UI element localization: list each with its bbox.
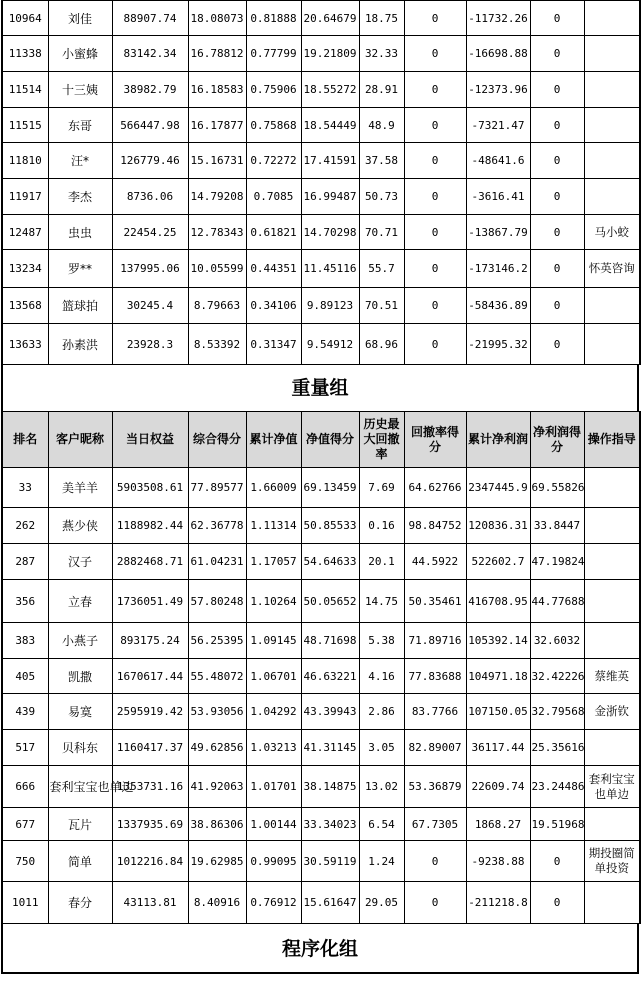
cell-nav-score: 33.34023 <box>301 808 359 841</box>
cell-rank: 33 <box>2 468 48 508</box>
cell-guidance <box>584 108 640 143</box>
cell-equity: 1188982.44 <box>112 508 188 544</box>
cell-max-drawdown: 28.91 <box>359 72 404 108</box>
cell-cum-nav: 0.76912 <box>246 882 301 924</box>
cell-cum-nav: 1.06701 <box>246 659 301 694</box>
cell-cum-nav: 0.34106 <box>246 288 301 324</box>
cell-nav-score: 69.13459 <box>301 468 359 508</box>
cell-nickname: 小蜜蜂 <box>48 36 112 72</box>
table-row <box>2 544 640 580</box>
cell-score: 10.05599 <box>188 250 246 288</box>
table-row <box>2 580 640 623</box>
cell-cum-nav: 1.17057 <box>246 544 301 580</box>
heavy-group-header-row <box>2 412 640 468</box>
cell-rank: 383 <box>2 623 48 659</box>
cell-score: 55.48072 <box>188 659 246 694</box>
cell-equity: 893175.24 <box>112 623 188 659</box>
cell-drawdown-score: 0 <box>404 215 466 250</box>
cell-profit-score: 0 <box>530 215 584 250</box>
cell-profit-score: 69.55826 <box>530 468 584 508</box>
cell-drawdown-score: 0 <box>404 250 466 288</box>
cell-nav-score: 48.71698 <box>301 623 359 659</box>
cell-equity: 1353731.16 <box>112 766 188 808</box>
cell-guidance: 期投圈简单投资 <box>584 841 640 882</box>
cell-rank: 517 <box>2 730 48 766</box>
cell-score: 16.78812 <box>188 36 246 72</box>
cell-cum-profit: -211218.8 <box>466 882 530 924</box>
cell-rank: 12487 <box>2 215 48 250</box>
cell-drawdown-score: 0 <box>404 179 466 215</box>
cell-drawdown-score: 71.89716 <box>404 623 466 659</box>
cell-max-drawdown: 18.75 <box>359 1 404 36</box>
cell-profit-score: 25.35616 <box>530 730 584 766</box>
cell-nickname: 篮球拍 <box>48 288 112 324</box>
cell-equity: 566447.98 <box>112 108 188 143</box>
header-guidance: 操作指导 <box>584 412 640 468</box>
cell-max-drawdown: 5.38 <box>359 623 404 659</box>
cell-equity: 22454.25 <box>112 215 188 250</box>
cell-cum-nav: 1.03213 <box>246 730 301 766</box>
cell-max-drawdown: 14.75 <box>359 580 404 623</box>
cell-nickname: 贝科东 <box>48 730 112 766</box>
cell-cum-nav: 0.7085 <box>246 179 301 215</box>
cell-cum-nav: 0.75906 <box>246 72 301 108</box>
cell-drawdown-score: 0 <box>404 324 466 365</box>
cell-cum-profit: -21995.32 <box>466 324 530 365</box>
cell-nickname: 瓦片 <box>48 808 112 841</box>
cell-rank: 356 <box>2 580 48 623</box>
header-drawdown-score: 回撤率得分 <box>404 412 466 468</box>
cell-guidance <box>584 288 640 324</box>
cell-drawdown-score: 98.84752 <box>404 508 466 544</box>
cell-nickname: 小燕子 <box>48 623 112 659</box>
cell-cum-profit: 120836.31 <box>466 508 530 544</box>
cell-cum-profit: -7321.47 <box>466 108 530 143</box>
cell-rank: 11917 <box>2 179 48 215</box>
cell-equity: 2882468.71 <box>112 544 188 580</box>
cell-max-drawdown: 13.02 <box>359 766 404 808</box>
cell-nickname: 刘佳 <box>48 1 112 36</box>
header-equity: 当日权益 <box>112 412 188 468</box>
cell-profit-score: 0 <box>530 882 584 924</box>
cell-cum-profit: -9238.88 <box>466 841 530 882</box>
cell-cum-profit: 105392.14 <box>466 623 530 659</box>
cell-cum-nav: 1.01701 <box>246 766 301 808</box>
cell-nav-score: 17.41591 <box>301 143 359 179</box>
cell-guidance <box>584 623 640 659</box>
cell-nickname: 美羊羊 <box>48 468 112 508</box>
cell-guidance <box>584 1 640 36</box>
heavy-group-rows <box>2 468 640 924</box>
cell-cum-profit: -48641.6 <box>466 143 530 179</box>
table-row <box>2 1 640 36</box>
cell-rank: 750 <box>2 841 48 882</box>
cell-nickname: 孙素洪 <box>48 324 112 365</box>
cell-drawdown-score: 0 <box>404 72 466 108</box>
cell-max-drawdown: 32.33 <box>359 36 404 72</box>
cell-nickname: 汪* <box>48 143 112 179</box>
cell-drawdown-score: 82.89007 <box>404 730 466 766</box>
cell-cum-profit: -58436.89 <box>466 288 530 324</box>
cell-drawdown-score: 67.7305 <box>404 808 466 841</box>
table-row <box>2 179 640 215</box>
cell-score: 19.62985 <box>188 841 246 882</box>
cell-drawdown-score: 53.36879 <box>404 766 466 808</box>
cell-score: 61.04231 <box>188 544 246 580</box>
cell-nav-score: 14.70298 <box>301 215 359 250</box>
cell-max-drawdown: 3.05 <box>359 730 404 766</box>
cell-nickname: 燕少侠 <box>48 508 112 544</box>
cell-score: 53.93056 <box>188 694 246 730</box>
table-row <box>2 882 640 924</box>
cell-drawdown-score: 0 <box>404 882 466 924</box>
cell-profit-score: 32.79568 <box>530 694 584 730</box>
cell-nickname: 十三姨 <box>48 72 112 108</box>
cell-score: 8.79663 <box>188 288 246 324</box>
cell-nickname: 春分 <box>48 882 112 924</box>
cell-drawdown-score: 0 <box>404 288 466 324</box>
cell-nav-score: 30.59119 <box>301 841 359 882</box>
cell-drawdown-score: 0 <box>404 1 466 36</box>
cell-nickname: 虫虫 <box>48 215 112 250</box>
table-row <box>2 508 640 544</box>
cell-rank: 11810 <box>2 143 48 179</box>
cell-nickname: 李杰 <box>48 179 112 215</box>
cell-nickname: 汉子 <box>48 544 112 580</box>
cell-max-drawdown: 55.7 <box>359 250 404 288</box>
heavy-group-table <box>1 411 641 924</box>
cell-guidance: 金浙钦 <box>584 694 640 730</box>
cell-nickname: 东哥 <box>48 108 112 143</box>
cell-guidance <box>584 580 640 623</box>
table-row <box>2 730 640 766</box>
header-cum-nav: 累计净值 <box>246 412 301 468</box>
cell-guidance <box>584 143 640 179</box>
cell-equity: 43113.81 <box>112 882 188 924</box>
header-cum-profit: 累计净利润 <box>466 412 530 468</box>
previous-group-rows <box>2 1 640 365</box>
cell-guidance: 怀英咨询 <box>584 250 640 288</box>
cell-rank: 439 <box>2 694 48 730</box>
cell-nav-score: 43.39943 <box>301 694 359 730</box>
cell-max-drawdown: 2.86 <box>359 694 404 730</box>
program-group-title: 程序化组 <box>1 924 639 974</box>
cell-profit-score: 23.24486 <box>530 766 584 808</box>
cell-score: 15.16731 <box>188 143 246 179</box>
cell-nav-score: 50.85533 <box>301 508 359 544</box>
cell-cum-profit: -16698.88 <box>466 36 530 72</box>
table-row <box>2 36 640 72</box>
cell-profit-score: 0 <box>530 841 584 882</box>
cell-guidance <box>584 508 640 544</box>
cell-nav-score: 18.55272 <box>301 72 359 108</box>
cell-profit-score: 32.42226 <box>530 659 584 694</box>
cell-guidance <box>584 468 640 508</box>
cell-equity: 1736051.49 <box>112 580 188 623</box>
cell-guidance: 蔡维英 <box>584 659 640 694</box>
cell-nav-score: 38.14875 <box>301 766 359 808</box>
cell-cum-profit: 107150.05 <box>466 694 530 730</box>
table-row <box>2 250 640 288</box>
table-row <box>2 841 640 882</box>
cell-max-drawdown: 50.73 <box>359 179 404 215</box>
cell-rank: 10964 <box>2 1 48 36</box>
table-row <box>2 143 640 179</box>
cell-nickname: 罗** <box>48 250 112 288</box>
cell-max-drawdown: 48.9 <box>359 108 404 143</box>
table-row <box>2 324 640 365</box>
cell-nav-score: 11.45116 <box>301 250 359 288</box>
cell-nav-score: 54.64633 <box>301 544 359 580</box>
cell-rank: 13568 <box>2 288 48 324</box>
cell-guidance <box>584 882 640 924</box>
cell-guidance <box>584 179 640 215</box>
cell-cum-nav: 1.10264 <box>246 580 301 623</box>
cell-guidance <box>584 72 640 108</box>
cell-guidance: 套利宝宝也单边 <box>584 766 640 808</box>
cell-equity: 30245.4 <box>112 288 188 324</box>
cell-rank: 13633 <box>2 324 48 365</box>
cell-profit-score: 0 <box>530 143 584 179</box>
cell-score: 8.53392 <box>188 324 246 365</box>
table-row <box>2 108 640 143</box>
cell-drawdown-score: 64.62766 <box>404 468 466 508</box>
cell-cum-nav: 0.99095 <box>246 841 301 882</box>
cell-score: 16.18583 <box>188 72 246 108</box>
cell-max-drawdown: 70.71 <box>359 215 404 250</box>
cell-drawdown-score: 0 <box>404 143 466 179</box>
cell-cum-profit: 522602.7 <box>466 544 530 580</box>
cell-guidance <box>584 808 640 841</box>
cell-profit-score: 33.8447 <box>530 508 584 544</box>
cell-equity: 1670617.44 <box>112 659 188 694</box>
cell-drawdown-score: 44.5922 <box>404 544 466 580</box>
cell-score: 8.40916 <box>188 882 246 924</box>
cell-score: 62.36778 <box>188 508 246 544</box>
cell-max-drawdown: 20.1 <box>359 544 404 580</box>
cell-drawdown-score: 83.7766 <box>404 694 466 730</box>
cell-cum-nav: 0.72272 <box>246 143 301 179</box>
cell-guidance <box>584 730 640 766</box>
cell-score: 49.62856 <box>188 730 246 766</box>
cell-rank: 11515 <box>2 108 48 143</box>
cell-equity: 88907.74 <box>112 1 188 36</box>
cell-nav-score: 15.61647 <box>301 882 359 924</box>
cell-score: 41.92063 <box>188 766 246 808</box>
cell-nav-score: 9.89123 <box>301 288 359 324</box>
table-row <box>2 623 640 659</box>
cell-cum-profit: -12373.96 <box>466 72 530 108</box>
cell-cum-profit: -173146.2 <box>466 250 530 288</box>
cell-equity: 126779.46 <box>112 143 188 179</box>
cell-profit-score: 0 <box>530 36 584 72</box>
cell-score: 57.80248 <box>188 580 246 623</box>
cell-nickname: 简单 <box>48 841 112 882</box>
cell-nickname: 立春 <box>48 580 112 623</box>
cell-score: 38.86306 <box>188 808 246 841</box>
cell-nav-score: 20.64679 <box>301 1 359 36</box>
cell-max-drawdown: 29.05 <box>359 882 404 924</box>
cell-cum-profit: 22609.74 <box>466 766 530 808</box>
cell-max-drawdown: 70.51 <box>359 288 404 324</box>
header-nav-score: 净值得分 <box>301 412 359 468</box>
cell-nav-score: 50.05652 <box>301 580 359 623</box>
cell-score: 14.79208 <box>188 179 246 215</box>
cell-rank: 287 <box>2 544 48 580</box>
cell-rank: 11338 <box>2 36 48 72</box>
cell-cum-profit: 416708.95 <box>466 580 530 623</box>
table-row <box>2 72 640 108</box>
header-max-drawdown: 历史最大回撤率 <box>359 412 404 468</box>
heavy-group-title: 重量组 <box>1 365 639 411</box>
previous-group-table <box>1 0 641 365</box>
cell-score: 77.89577 <box>188 468 246 508</box>
cell-cum-nav: 1.66009 <box>246 468 301 508</box>
cell-cum-nav: 1.04292 <box>246 694 301 730</box>
cell-score: 12.78343 <box>188 215 246 250</box>
cell-nav-score: 19.21809 <box>301 36 359 72</box>
cell-cum-nav: 0.75868 <box>246 108 301 143</box>
cell-cum-profit: 1868.27 <box>466 808 530 841</box>
cell-nav-score: 9.54912 <box>301 324 359 365</box>
cell-profit-score: 47.19824 <box>530 544 584 580</box>
table-row <box>2 808 640 841</box>
cell-equity: 1012216.84 <box>112 841 188 882</box>
cell-nickname: 易寞 <box>48 694 112 730</box>
cell-drawdown-score: 77.83688 <box>404 659 466 694</box>
cell-cum-nav: 0.81888 <box>246 1 301 36</box>
cell-cum-nav: 0.61821 <box>246 215 301 250</box>
cell-equity: 2595919.42 <box>112 694 188 730</box>
cell-equity: 1337935.69 <box>112 808 188 841</box>
cell-max-drawdown: 37.58 <box>359 143 404 179</box>
cell-guidance: 马小蛟 <box>584 215 640 250</box>
cell-profit-score: 0 <box>530 108 584 143</box>
cell-max-drawdown: 4.16 <box>359 659 404 694</box>
cell-equity: 8736.06 <box>112 179 188 215</box>
header-rank: 排名 <box>2 412 48 468</box>
cell-rank: 666 <box>2 766 48 808</box>
cell-cum-profit: 104971.18 <box>466 659 530 694</box>
cell-equity: 38982.79 <box>112 72 188 108</box>
table-row <box>2 215 640 250</box>
table-row <box>2 694 640 730</box>
cell-rank: 11514 <box>2 72 48 108</box>
cell-cum-nav: 1.09145 <box>246 623 301 659</box>
cell-drawdown-score: 50.35461 <box>404 580 466 623</box>
cell-cum-profit: 2347445.9 <box>466 468 530 508</box>
table-row <box>2 659 640 694</box>
cell-guidance <box>584 324 640 365</box>
cell-max-drawdown: 0.16 <box>359 508 404 544</box>
cell-score: 56.25395 <box>188 623 246 659</box>
table-row <box>2 288 640 324</box>
header-profit-score: 净利润得分 <box>530 412 584 468</box>
header-score: 综合得分 <box>188 412 246 468</box>
cell-rank: 13234 <box>2 250 48 288</box>
cell-profit-score: 0 <box>530 72 584 108</box>
cell-profit-score: 0 <box>530 324 584 365</box>
cell-equity: 23928.3 <box>112 324 188 365</box>
table-row <box>2 468 640 508</box>
header-nickname: 客户昵称 <box>48 412 112 468</box>
cell-max-drawdown: 68.96 <box>359 324 404 365</box>
cell-nav-score: 41.31145 <box>301 730 359 766</box>
cell-score: 16.17877 <box>188 108 246 143</box>
cell-equity: 137995.06 <box>112 250 188 288</box>
cell-equity: 5903508.61 <box>112 468 188 508</box>
cell-cum-nav: 1.11314 <box>246 508 301 544</box>
cell-drawdown-score: 0 <box>404 36 466 72</box>
cell-profit-score: 0 <box>530 1 584 36</box>
cell-max-drawdown: 1.24 <box>359 841 404 882</box>
cell-profit-score: 19.51968 <box>530 808 584 841</box>
cell-drawdown-score: 0 <box>404 841 466 882</box>
cell-score: 18.08073 <box>188 1 246 36</box>
cell-cum-profit: -3616.41 <box>466 179 530 215</box>
cell-guidance <box>584 544 640 580</box>
cell-nav-score: 18.54449 <box>301 108 359 143</box>
table-row <box>2 766 640 808</box>
cell-cum-nav: 0.77799 <box>246 36 301 72</box>
cell-equity: 83142.34 <box>112 36 188 72</box>
cell-profit-score: 0 <box>530 250 584 288</box>
cell-profit-score: 0 <box>530 179 584 215</box>
cell-rank: 262 <box>2 508 48 544</box>
cell-profit-score: 32.6032 <box>530 623 584 659</box>
cell-cum-profit: -13867.79 <box>466 215 530 250</box>
cell-guidance <box>584 36 640 72</box>
cell-rank: 405 <box>2 659 48 694</box>
cell-nickname: 套利宝宝也单边 <box>48 766 112 808</box>
cell-cum-nav: 1.00144 <box>246 808 301 841</box>
cell-cum-nav: 0.31347 <box>246 324 301 365</box>
cell-max-drawdown: 7.69 <box>359 468 404 508</box>
cell-nav-score: 46.63221 <box>301 659 359 694</box>
cell-profit-score: 0 <box>530 288 584 324</box>
cell-nav-score: 16.99487 <box>301 179 359 215</box>
cell-cum-profit: 36117.44 <box>466 730 530 766</box>
cell-max-drawdown: 6.54 <box>359 808 404 841</box>
cell-cum-nav: 0.44351 <box>246 250 301 288</box>
cell-drawdown-score: 0 <box>404 108 466 143</box>
cell-cum-profit: -11732.26 <box>466 1 530 36</box>
cell-profit-score: 44.77688 <box>530 580 584 623</box>
cell-rank: 677 <box>2 808 48 841</box>
cell-equity: 1160417.37 <box>112 730 188 766</box>
cell-rank: 1011 <box>2 882 48 924</box>
cell-nickname: 凯撒 <box>48 659 112 694</box>
